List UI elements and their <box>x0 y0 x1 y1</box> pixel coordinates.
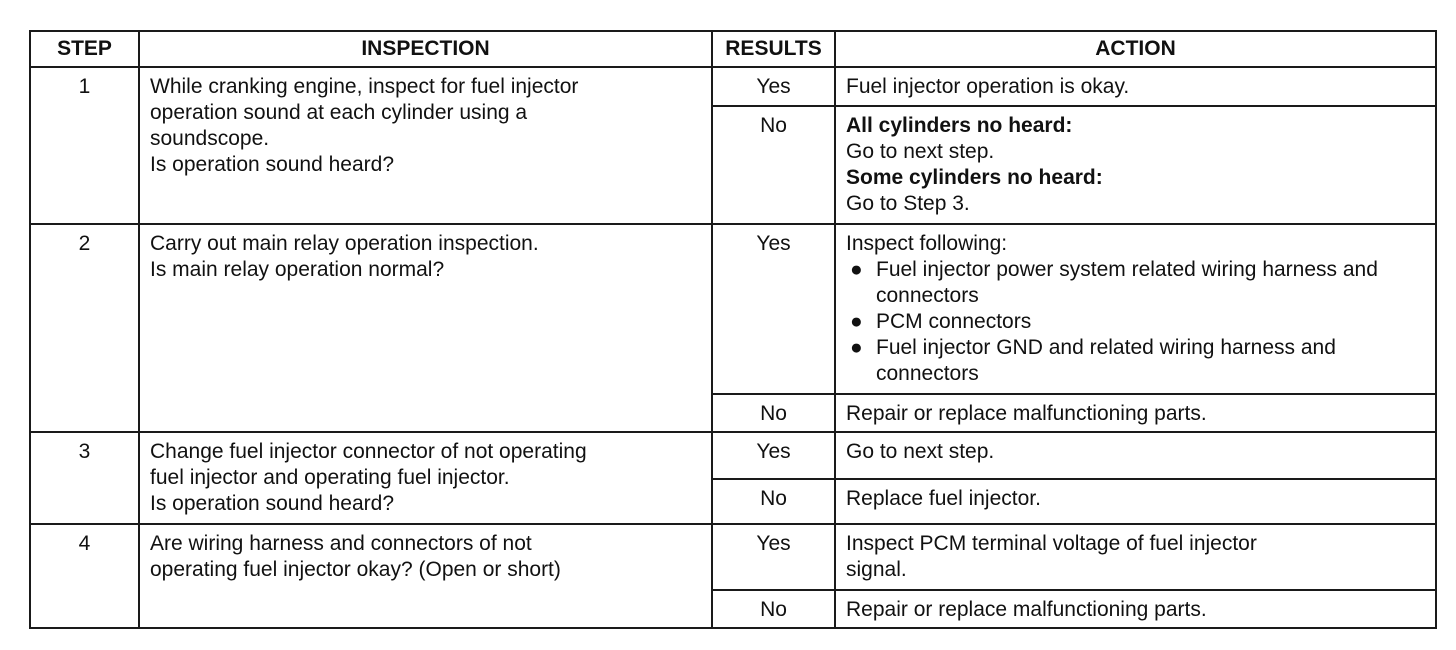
action-cell: Repair or replace malfunctioning parts. <box>835 394 1436 432</box>
bullet-icon: ● <box>850 310 863 333</box>
action-text: Go to next step. <box>846 140 995 163</box>
action-cell <box>835 224 1436 394</box>
bullet-icon: ● <box>850 336 863 359</box>
action-text: Go to Step 3. <box>846 192 970 215</box>
step-number: 1 <box>30 67 139 224</box>
action-text: Inspect following: <box>846 232 1008 255</box>
inspection-text: soundscope. <box>150 127 270 150</box>
step-number: 3 <box>30 432 139 524</box>
header-results: RESULTS <box>712 31 835 67</box>
result-no: No <box>712 479 835 524</box>
inspection-text: Change fuel injector connector of not operating <box>150 440 587 463</box>
action-text: Inspect PCM terminal voltage of fuel injector <box>846 532 1257 555</box>
inspection-text: Is operation sound heard? <box>150 492 395 515</box>
inspection-text: operating fuel injector okay? (Open or short) <box>150 558 561 581</box>
inspection-cell <box>139 67 712 224</box>
action-cell: Fuel injector operation is okay. <box>835 67 1436 106</box>
bullet-list <box>846 257 1425 387</box>
table-row <box>30 432 1436 479</box>
header-inspection: INSPECTION <box>139 31 712 67</box>
inspection-text: Are wiring harness and connectors of not <box>150 532 532 555</box>
diagnostic-table <box>29 30 1437 629</box>
table-row <box>30 67 1436 106</box>
inspection-text: Is main relay operation normal? <box>150 258 445 281</box>
result-yes: Yes <box>712 224 835 394</box>
step-number: 2 <box>30 224 139 432</box>
bullet-icon: ● <box>850 258 863 281</box>
result-yes: Yes <box>712 67 835 106</box>
table-row <box>30 524 1436 590</box>
inspection-text: Carry out main relay operation inspection. <box>150 232 539 255</box>
action-cell <box>835 524 1436 590</box>
header-row <box>30 31 1436 67</box>
result-yes: Yes <box>712 524 835 590</box>
result-no: No <box>712 394 835 432</box>
action-heading: Some cylinders no heard: <box>846 166 1103 189</box>
step-number: 4 <box>30 524 139 628</box>
action-cell: Replace fuel injector. <box>835 479 1436 524</box>
bullet-text: Fuel injector GND and related wiring harness and connectors <box>876 336 1336 385</box>
inspection-cell <box>139 224 712 432</box>
result-no: No <box>712 590 835 628</box>
action-heading: All cylinders no heard: <box>846 114 1073 137</box>
list-item <box>846 257 1425 309</box>
inspection-cell <box>139 432 712 524</box>
header-step: STEP <box>30 31 139 67</box>
inspection-text: operation sound at each cylinder using a <box>150 101 528 124</box>
action-cell: Repair or replace malfunctioning parts. <box>835 590 1436 628</box>
list-item <box>846 335 1425 387</box>
action-cell: Go to next step. <box>835 432 1436 479</box>
inspection-text: Is operation sound heard? <box>150 153 395 176</box>
action-text: signal. <box>846 558 907 581</box>
table-row <box>30 224 1436 394</box>
inspection-text: fuel injector and operating fuel injector. <box>150 466 510 489</box>
action-cell <box>835 106 1436 224</box>
inspection-text: While cranking engine, inspect for fuel injector <box>150 75 579 98</box>
header-action: ACTION <box>835 31 1436 67</box>
result-no: No <box>712 106 835 224</box>
result-yes: Yes <box>712 432 835 479</box>
bullet-text: PCM connectors <box>876 310 1032 333</box>
bullet-text: Fuel injector power system related wiring harness and connectors <box>876 258 1378 307</box>
list-item <box>846 309 1425 335</box>
inspection-cell <box>139 524 712 628</box>
